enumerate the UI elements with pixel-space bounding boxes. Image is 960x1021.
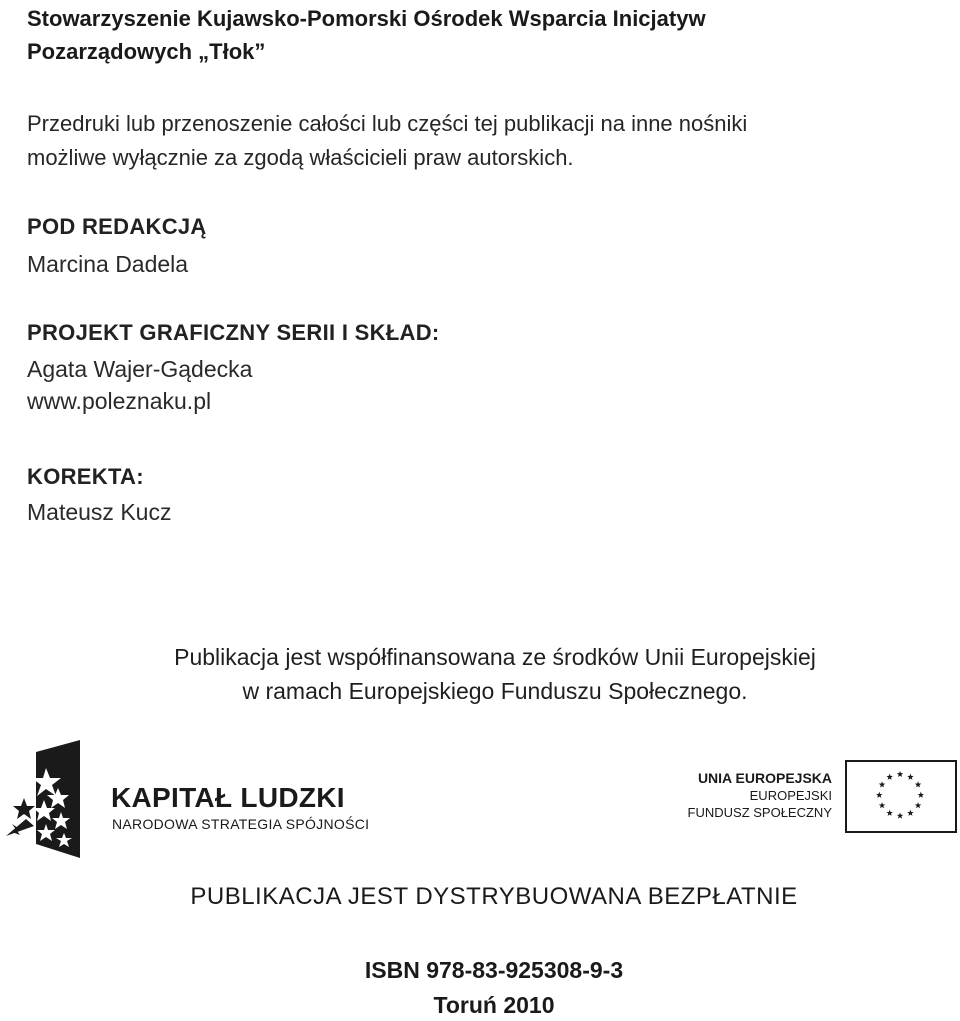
- kapital-ludzki-logo-icon: [6, 740, 84, 858]
- eu-star-icon: [886, 810, 892, 816]
- cofinancing-line-2: w ramach Europejskiego Funduszu Społecznego.: [242, 678, 748, 704]
- editor-name: Marcina Dadela: [27, 251, 189, 277]
- eu-star-icon: [907, 774, 913, 780]
- eu-star-icon: [907, 810, 913, 816]
- editor-heading: POD REDAKCJĄ: [27, 214, 207, 239]
- eu-fund-label: [660, 770, 832, 821]
- designer-name: Agata Wajer-Gądecka: [27, 356, 253, 382]
- eu-star-icon: [879, 781, 885, 787]
- proofreader-name: Mateusz Kucz: [27, 499, 172, 525]
- eu-star-icon: [886, 774, 892, 780]
- eu-label-line-1: UNIA EUROPEJSKA: [697, 770, 832, 786]
- eu-star-icon: [915, 781, 921, 787]
- eu-flag-icon: [845, 760, 957, 833]
- organization-line-1: Stowarzyszenie Kujawsko-Pomorski Ośrodek Wsparcia Inicjatyw: [27, 6, 706, 31]
- isbn: ISBN 978-83-925308-9-3: [364, 957, 624, 983]
- kapital-ludzki-title: KAPITAŁ LUDZKI: [111, 782, 345, 813]
- organization-name: [27, 2, 907, 68]
- copyright-notice: [27, 107, 927, 175]
- eu-star-icon: [897, 812, 903, 818]
- organization-line-2: Pozarządowych „Tłok”: [27, 39, 266, 64]
- copyright-line-1: Przedruki lub przenoszenie całości lub części tej publikacji na inne nośniki: [27, 111, 748, 136]
- copyright-line-2: możliwe wyłącznie za zgodą właścicieli praw autorskich.: [27, 145, 574, 170]
- design-heading: PROJEKT GRAFICZNY SERII I SKŁAD:: [27, 320, 440, 345]
- designer-website: www.poleznaku.pl: [27, 388, 212, 414]
- eu-label-line-2: EUROPEJSKI: [749, 788, 832, 803]
- eu-star-icon: [879, 802, 885, 808]
- cofinancing-note: [0, 640, 960, 708]
- eu-star-icon: [915, 802, 921, 808]
- eu-star-icon: [897, 771, 903, 777]
- cofinancing-line-1: Publikacja jest współfinansowana ze środków Unii Europejskiej: [174, 644, 816, 670]
- eu-star-icon: [918, 792, 924, 798]
- free-distribution-note: PUBLIKACJA JEST DYSTRYBUOWANA BEZPŁATNIE: [190, 883, 798, 910]
- eu-star-icon: [876, 792, 882, 798]
- eu-label-line-3: FUNDUSZ SPOŁECZNY: [687, 805, 832, 820]
- proofreading-heading: KOREKTA:: [27, 464, 144, 489]
- kapital-ludzki-subtitle: NARODOWA STRATEGIA SPÓJNOŚCI: [112, 816, 370, 832]
- place-and-year: Toruń 2010: [433, 992, 555, 1018]
